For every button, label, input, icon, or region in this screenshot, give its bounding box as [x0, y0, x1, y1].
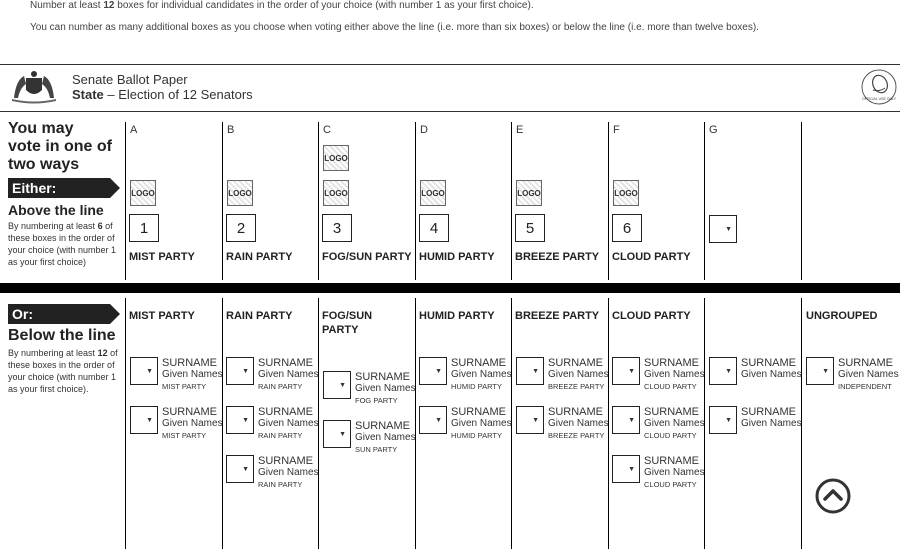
or-label: Or:: [8, 304, 110, 324]
candidate-party: FOG PARTY: [355, 396, 398, 405]
candidate-given-names: Given Names: [258, 369, 319, 380]
candidate-entry: [258, 455, 319, 491]
candidate-dropdown[interactable]: ▼: [323, 420, 351, 448]
column-divider: [511, 122, 512, 280]
above-line-box-e[interactable]: 5: [515, 214, 545, 242]
column-divider: [608, 122, 609, 280]
candidate-entry: [451, 357, 512, 393]
below-party-cloud: CLOUD PARTY: [612, 310, 691, 322]
party-name-cloud: CLOUD PARTY: [612, 251, 691, 263]
candidate-dropdown[interactable]: ▼: [323, 371, 351, 399]
group-letter-e: E: [516, 124, 524, 136]
party-name-rain: RAIN PARTY: [226, 251, 293, 263]
candidate-entry: [451, 406, 512, 442]
instruction-text: By numbering at least: [8, 221, 98, 231]
group-letter-c: C: [323, 124, 331, 136]
group-letter-g: G: [709, 124, 718, 136]
candidate-surname: SURNAME: [258, 406, 314, 418]
candidate-entry: [258, 357, 319, 393]
candidate-dropdown[interactable]: ▼: [516, 406, 544, 434]
candidate-dropdown[interactable]: ▼: [130, 406, 158, 434]
title-line: vote in one of: [8, 138, 112, 155]
candidate-given-names: Given Names: [162, 418, 223, 429]
above-line-box-d[interactable]: 4: [419, 214, 449, 242]
candidate-entry: [838, 357, 899, 393]
above-the-line-instructions: [8, 220, 126, 268]
candidate-surname: SURNAME: [644, 357, 700, 369]
chevron-up-circle-icon: [815, 478, 851, 514]
instruction-text: of these boxes in the order of your choice (with number 1 as your first choice).: [8, 348, 118, 394]
intro-line-1: [30, 0, 534, 11]
candidate-surname: SURNAME: [258, 455, 314, 467]
candidate-surname: SURNAME: [644, 406, 700, 418]
candidate-given-names: Given Names: [838, 369, 899, 380]
official-use-only-label: OFFICIAL USE ONLY: [862, 97, 897, 101]
candidate-surname: SURNAME: [451, 406, 507, 418]
column-divider: [125, 122, 126, 280]
candidate-surname: SURNAME: [355, 371, 411, 383]
scroll-to-top-button[interactable]: [815, 478, 851, 514]
candidate-surname: SURNAME: [838, 357, 894, 369]
candidate-party: MIST PARTY: [162, 382, 207, 391]
candidate-surname: SURNAME: [258, 357, 314, 369]
candidate-given-names: Given Names: [644, 369, 705, 380]
candidate-entry: [355, 371, 416, 407]
column-divider: [415, 122, 416, 280]
candidate-party: MIST PARTY: [162, 431, 207, 440]
above-line-dropdown-g[interactable]: ▼: [709, 215, 737, 243]
candidate-dropdown[interactable]: ▼: [130, 357, 158, 385]
candidate-given-names: Given Names: [644, 467, 705, 478]
candidate-entry: [741, 406, 802, 430]
candidate-dropdown[interactable]: ▼: [419, 357, 447, 385]
candidate-given-names: Given Names: [548, 369, 609, 380]
above-line-box-b[interactable]: 2: [226, 214, 256, 242]
candidate-given-names: Given Names: [258, 467, 319, 478]
ballot-subtitle: [72, 87, 253, 102]
ballot-title: Senate Ballot Paper: [72, 72, 188, 87]
the-line: [0, 283, 900, 293]
title-line: You may: [8, 120, 74, 137]
candidate-dropdown[interactable]: ▼: [419, 406, 447, 434]
candidate-given-names: Given Names: [741, 418, 802, 429]
column-divider: [125, 298, 126, 549]
candidate-surname: SURNAME: [451, 357, 507, 369]
intro-text: Number at least: [30, 0, 104, 11]
instruction-text: of these boxes in the order of your choice (with number 1 as your first choice): [8, 221, 117, 267]
candidate-party: INDEPENDENT: [838, 382, 892, 391]
candidate-entry: [162, 357, 223, 393]
column-divider: [222, 122, 223, 280]
below-the-line-instructions: [8, 347, 126, 395]
candidate-dropdown[interactable]: ▼: [612, 357, 640, 385]
candidate-entry: [741, 357, 802, 381]
candidate-given-names: Given Names: [258, 418, 319, 429]
candidate-party: RAIN PARTY: [258, 382, 303, 391]
candidate-party: RAIN PARTY: [258, 480, 303, 489]
instruction-number: 6: [97, 221, 103, 231]
party-logo-cloud: LOGO: [613, 180, 639, 206]
candidate-surname: SURNAME: [548, 406, 604, 418]
candidate-party: CLOUD PARTY: [644, 382, 697, 391]
candidate-dropdown[interactable]: ▼: [226, 455, 254, 483]
below-party-ungrouped: UNGROUPED: [806, 310, 878, 322]
group-letter-f: F: [613, 124, 620, 136]
party-logo-mist: LOGO: [130, 180, 156, 206]
voting-instructions-title: [8, 120, 112, 174]
above-the-line-title: Above the line: [8, 202, 104, 218]
candidate-surname: SURNAME: [355, 420, 411, 432]
election-label: – Election of 12 Senators: [103, 87, 253, 102]
candidate-party: BREEZE PARTY: [548, 431, 605, 440]
candidate-surname: SURNAME: [162, 406, 218, 418]
candidate-entry: [644, 406, 705, 442]
state-label: State: [72, 87, 104, 102]
intro-number: 12: [103, 0, 115, 11]
candidate-dropdown[interactable]: ▼: [709, 357, 737, 385]
candidate-party: HUMID PARTY: [451, 431, 502, 440]
below-party-humid: HUMID PARTY: [419, 310, 495, 322]
candidate-surname: SURNAME: [548, 357, 604, 369]
candidate-dropdown[interactable]: ▼: [226, 406, 254, 434]
candidate-given-names: Given Names: [548, 418, 609, 429]
party-logo-breeze: LOGO: [516, 180, 542, 206]
candidate-given-names: Given Names: [451, 369, 512, 380]
column-divider: [801, 122, 802, 280]
group-letter-b: B: [227, 124, 235, 136]
candidate-entry: [355, 420, 416, 456]
party-name-fog-sun: FOG/SUN PARTY: [322, 251, 412, 263]
title-line: two ways: [8, 156, 80, 173]
party-logo-sun: LOGO: [323, 180, 349, 206]
below-the-line-title: Below the line: [8, 327, 116, 344]
candidate-entry: [644, 357, 705, 393]
candidate-party: SUN PARTY: [355, 445, 398, 454]
candidate-entry: [258, 406, 319, 442]
below-party-breeze: BREEZE PARTY: [515, 310, 600, 322]
candidate-entry: [548, 406, 609, 442]
candidate-given-names: Given Names: [644, 418, 705, 429]
intro-line-2: You can number as many additional boxes as you choose when voting either above the line (i.e. more than six boxes) or below the line (i.e. more than twelve boxes).: [30, 22, 759, 33]
group-letter-d: D: [420, 124, 428, 136]
candidate-dropdown[interactable]: ▼: [612, 455, 640, 483]
candidate-surname: SURNAME: [741, 406, 797, 418]
below-party-fog-sun: FOG/SUN PARTY: [322, 310, 373, 336]
candidate-surname: SURNAME: [741, 357, 797, 369]
header-divider: [0, 64, 900, 65]
header-bottom-divider: [0, 111, 900, 112]
party-name-humid: HUMID PARTY: [419, 251, 495, 263]
candidate-surname: SURNAME: [162, 357, 218, 369]
candidate-party: BREEZE PARTY: [548, 382, 605, 391]
candidate-party: CLOUD PARTY: [644, 431, 697, 440]
candidate-entry: [548, 357, 609, 393]
candidate-given-names: Given Names: [162, 369, 223, 380]
candidate-dropdown[interactable]: ▼: [612, 406, 640, 434]
below-party-rain: RAIN PARTY: [226, 310, 293, 322]
party-name-breeze: BREEZE PARTY: [515, 251, 600, 263]
candidate-party: HUMID PARTY: [451, 382, 502, 391]
column-divider: [704, 122, 705, 280]
official-use-only-stamp: [860, 68, 898, 106]
party-name-mist: MIST PARTY: [129, 251, 195, 263]
above-line-box-f[interactable]: 6: [612, 214, 642, 242]
instruction-text: By numbering at least: [8, 348, 98, 358]
instruction-number: 12: [97, 348, 108, 358]
coat-of-arms-icon: [8, 68, 60, 104]
candidate-party: CLOUD PARTY: [644, 480, 697, 489]
below-party-mist: MIST PARTY: [129, 310, 195, 322]
either-label: Either:: [8, 178, 110, 198]
party-logo-fog: LOGO: [323, 145, 349, 171]
column-divider: [318, 122, 319, 280]
intro-text: boxes for individual candidates in the order of your choice (with number 1 as your first choice).: [114, 0, 534, 11]
candidate-given-names: Given Names: [451, 418, 512, 429]
candidate-surname: SURNAME: [644, 455, 700, 467]
candidate-dropdown[interactable]: ▼: [806, 357, 834, 385]
candidate-dropdown[interactable]: ▼: [226, 357, 254, 385]
candidate-entry: [162, 406, 223, 442]
candidate-dropdown[interactable]: ▼: [709, 406, 737, 434]
party-logo-rain: LOGO: [227, 180, 253, 206]
above-line-box-a[interactable]: 1: [129, 214, 159, 242]
group-letter-a: A: [130, 124, 138, 136]
above-line-box-c[interactable]: 3: [322, 214, 352, 242]
candidate-dropdown[interactable]: ▼: [516, 357, 544, 385]
candidate-given-names: Given Names: [355, 383, 416, 394]
candidate-given-names: Given Names: [741, 369, 802, 380]
candidate-given-names: Given Names: [355, 432, 416, 443]
candidate-entry: [644, 455, 705, 491]
party-logo-humid: LOGO: [420, 180, 446, 206]
candidate-party: RAIN PARTY: [258, 431, 303, 440]
